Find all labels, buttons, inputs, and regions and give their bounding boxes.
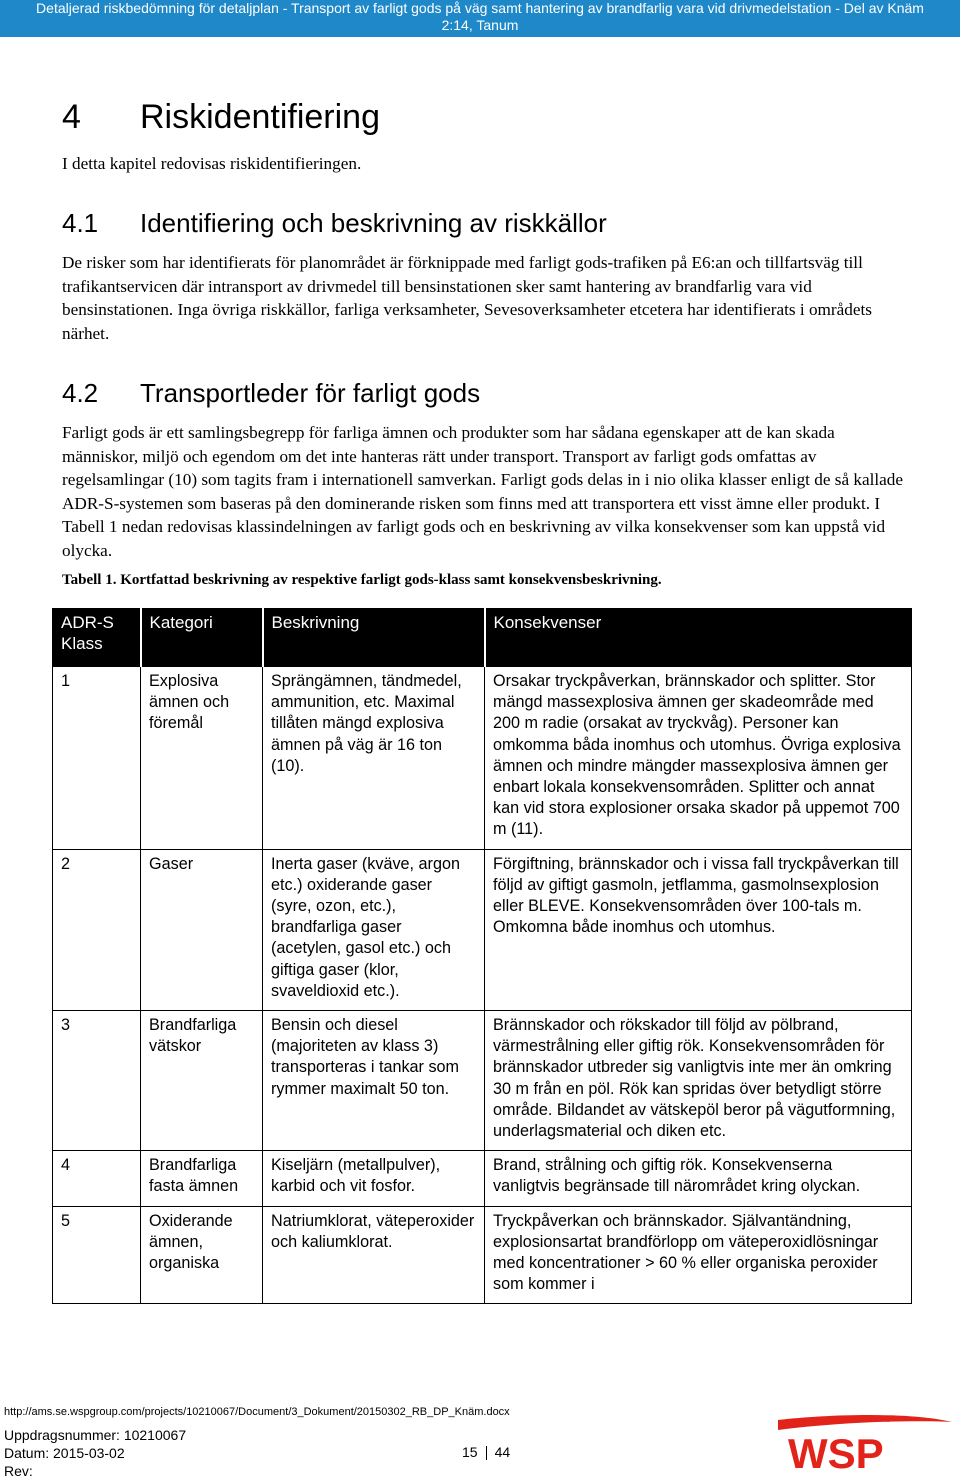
- assignment-number: Uppdragsnummer: 10210067: [4, 1427, 187, 1443]
- cell-konsekvenser: Orsakar tryckpåverkan, brännskador och splitter. Stor mängd massexplosiva ämnen ger skadeområde med 200 m radie (orsakat av tryckvåg). Personer kan omkomma båda inomhus och utomhus. Övriga explosiva ämnen och mindre mängder massexplosiva ämnen ger enbart lokala konsekvensområden. Splitter och annat kan vid stora explosioner orsaka skador på uppemot 700 m (11).: [485, 667, 912, 850]
- cell-beskrivning: Bensin och diesel (majoriteten av klass 3) transporteras i tankar som rymmer maximalt 50 ton.: [263, 1011, 485, 1151]
- logo-text: WSP: [788, 1430, 884, 1474]
- cell-konsekvenser: Brand, strålning och giftig rök. Konsekvenserna vanligtvis begränsade till närområdet kring olyckan.: [485, 1151, 912, 1206]
- section-4-intro: I detta kapitel redovisas riskidentifieringen.: [62, 154, 362, 173]
- table-header-row: [53, 609, 912, 667]
- cell-kategori: Brandfarliga fasta ämnen: [141, 1151, 263, 1206]
- cell-klass: 2: [53, 849, 141, 1010]
- heading-section-4-1: [62, 208, 607, 239]
- table-row: [53, 849, 912, 1010]
- page-number: [462, 1444, 510, 1460]
- section-4-2-title: Transportleder för farligt gods: [140, 378, 481, 408]
- cell-beskrivning: Inerta gaser (kväve, argon etc.) oxiderande gaser (syre, ozon, etc.), brandfarliga gaser (acetylen, gasol etc.) och giftiga gaser (klor, svaveldioxid etc.).: [263, 849, 485, 1010]
- cell-klass: 4: [53, 1151, 141, 1206]
- page-total: 44: [494, 1444, 511, 1460]
- section-4-number: 4: [62, 98, 81, 136]
- cell-beskrivning: Sprängämnen, tändmedel, ammunition, etc. Maximal tillåten mängd explosiva ämnen på väg är 16 ton (10).: [263, 667, 485, 850]
- document-header: [0, 0, 960, 37]
- document-info: [4, 1426, 186, 1480]
- section-4-1-number: 4.1: [62, 208, 99, 238]
- section-4-1-body: De risker som har identifierats för planområdet är förknippade med farligt gods-trafiken på E6:an och tillfartsväg till trafikantservicen där intransport av drivmedel till bensinstationen sker samt hantering av brandfarlig vara vid bensinstationen. Inga övriga riskkällor, farliga verksamheter, Sevesoverksamheter etcetera har identifierats i områdets närhet.: [62, 253, 872, 343]
- table-row: [53, 1151, 912, 1206]
- section-4-title: Riskidentifiering: [140, 98, 380, 136]
- header-title-line1: Detaljerad riskbedömning för detaljplan - Transport av farligt gods på väg samt hantering av brandfarlig vara vid drivmedelstation - Del av Knäm: [36, 0, 924, 16]
- cell-kategori: Brandfarliga vätskor: [141, 1011, 263, 1151]
- header-klass: ADR-S Klass: [53, 609, 141, 667]
- page-separator: [486, 1446, 487, 1460]
- cell-klass: 5: [53, 1206, 141, 1304]
- logo-swoosh: [778, 1415, 952, 1430]
- cell-konsekvenser: Brännskador och rökskador till följd av pölbrand, värmestrålning eller giftig rök. Konsekvensområden för brännskador utbreder sig vanligtvis inte mer än omkring 30 m från en pöl. Rök kan spridas över betydligt större område. Bildandet av vätskepöl beror på vägutformning, underlagsmaterial och diken etc.: [485, 1011, 912, 1151]
- cell-kategori: Oxiderande ämnen, organiska: [141, 1206, 263, 1304]
- header-konsekvenser: Konsekvenser: [485, 609, 912, 667]
- table-row: [53, 1011, 912, 1151]
- cell-beskrivning: Natriumklorat, väteperoxider och kaliumklorat.: [263, 1206, 485, 1304]
- wsp-logo: [770, 1414, 956, 1474]
- cell-konsekvenser: Tryckpåverkan och brännskador. Självantändning, explosionsartat brandförlopp om väteperoxidlösningar med koncentrationer > 60 % eller organiska peroxider som kommer i: [485, 1206, 912, 1304]
- section-4-2-number: 4.2: [62, 378, 99, 408]
- table-caption: Tabell 1. Kortfattad beskrivning av respektive farligt gods-klass samt konsekvensbeskrivning.: [62, 572, 662, 588]
- document-date: Datum: 2015-03-02: [4, 1445, 125, 1461]
- document-revision: Rev:: [4, 1463, 33, 1479]
- cell-kategori: Gaser: [141, 849, 263, 1010]
- header-title-line2: 2:14, Tanum: [441, 17, 519, 33]
- document-path: http://ams.se.wspgroup.com/projects/10210067/Document/3_Dokument/20150302_RB_DP_Knäm.docx: [4, 1406, 510, 1418]
- risk-table: [52, 608, 912, 1304]
- cell-klass: 3: [53, 1011, 141, 1151]
- header-kategori: Kategori: [141, 609, 263, 667]
- heading-section-4: [62, 98, 380, 137]
- table-row: [53, 1206, 912, 1304]
- header-beskrivning: Beskrivning: [263, 609, 485, 667]
- section-4-1-title: Identifiering och beskrivning av riskkällor: [140, 208, 607, 238]
- cell-kategori: Explosiva ämnen och föremål: [141, 667, 263, 850]
- section-4-2-body: Farligt gods är ett samlingsbegrepp för farliga ämnen och produkter som har sådana egenskaper att de kan skada människor, miljö och egendom om det inte hanteras rätt under transport. Transport av farligt gods omfattas av regelsamlingar (10) som tagits fram i internationell samverkan. Farligt gods delas in i nio olika klasser enligt de så kallade ADR-S-systemen som baseras på den dominerande risken som finns med att transportera ett visst ämne eller produkt. I Tabell 1 nedan redovisas klassindelningen av farligt gods och en beskrivning av vilka konsekvenser som kan uppstå vid olycka.: [62, 423, 904, 560]
- cell-konsekvenser: Förgiftning, brännskador och i vissa fall tryckpåverkan till följd av giftigt gasmoln, jetflamma, gasmolnsexplosion eller BLEVE. Konsekvensområden över 100-tals m. Omkomna både inomhus och utomhus.: [485, 849, 912, 1010]
- cell-klass: 1: [53, 667, 141, 850]
- page-current: 15: [462, 1444, 478, 1460]
- cell-beskrivning: Kiseljärn (metallpulver), karbid och vit fosfor.: [263, 1151, 485, 1206]
- heading-section-4-2: [62, 378, 480, 409]
- table-row: [53, 667, 912, 850]
